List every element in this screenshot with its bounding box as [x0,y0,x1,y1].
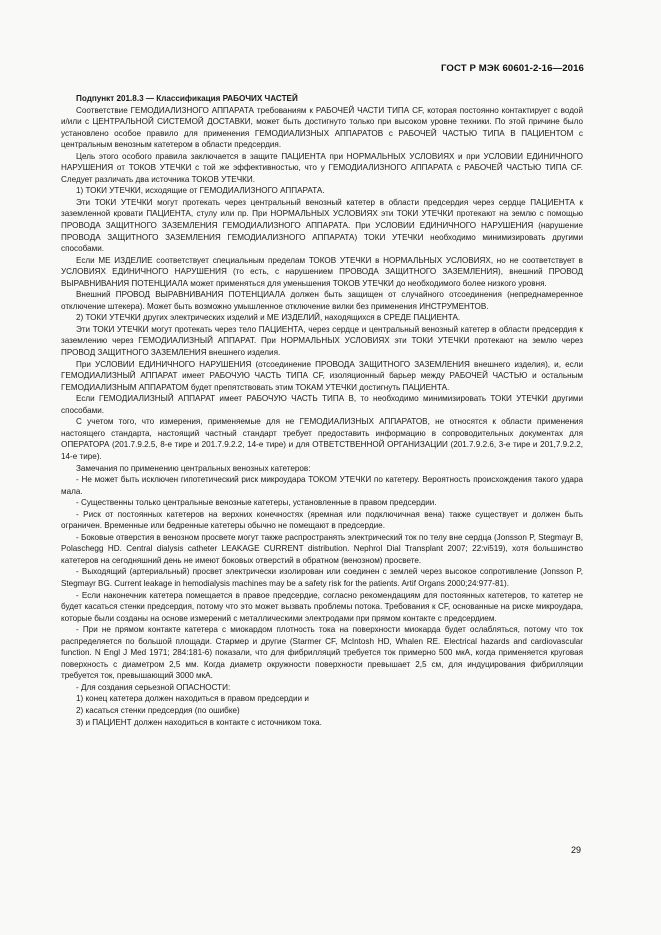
section-subheading: Подпункт 201.8.3 — Классификация РАБОЧИХ ЧАСТЕЙ [76,94,298,103]
list-item: - Если наконечник катетера помещается в правое предсердие, согласно рекомендациям для постоянных катетеров, то катетер не будет касаться стенки предсердия, потому что это может вызвать проблемы потока. Требования к CF, основанные на риске микроудара, которые были созданы на основе измерений с металлическими электродами при прямом контакте с предсердием. [61,590,583,623]
list-item: 1) конец катетера должен находиться в правом предсердии и [76,694,309,704]
paragraph: 2) ТОКИ УТЕЧКИ других электрических изделий и МЕ ИЗДЕЛИЙ, находящихся в СРЕДЕ ПАЦИЕНТА. [76,313,461,323]
list-item: - Не может быть исключен гипотетический риск микроудара ТОКОМ УТЕЧКИ по катетеру. Вероятность происхождения такого удара мала. [61,475,583,496]
page-number: 29 [571,845,582,855]
list-item: - Боковые отверстия в венозном просвете могут также распространять электрический ток по телу вне сердца (Jonsson P, Stegmayr B, Polaschegg HD. Central dialysis catheter LEAKAGE CURRENT distribution. Nephrol Dial Transplant 2007; 22:vi519), хотя большинство катетеров на сегодняшний день не имеют боковых отверстий в обратном (венозном) просвете. [61,532,583,565]
paragraph: Замечания по применению центральных венозных катетеров: [76,463,311,473]
paragraph: Если МЕ ИЗДЕЛИЕ соответствует специальным пределам ТОКОВ УТЕЧКИ в НОРМАЛЬНЫХ УСЛОВИЯХ, но не соответствует в УСЛОВИЯХ ЕДИНИЧНОГО НАРУШЕНИЯ (то есть, с нарушением ПРОВОДА ЗАЩИТНОГО ЗАЗЕМЛЕНИЯ), внешний ПРОВОД ВЫРАВНИВАНИЯ ПОТЕНЦИАЛА может применяться для уменьшения ТОКОВ УТЕЧКИ до необходимого более низкого уровня. [61,255,583,288]
paragraph: Внешний ПРОВОД ВЫРАВНИВАНИЯ ПОТЕНЦИАЛА должен быть защищен от случайного отсоединения (непреднамеренное отключение штекера). Может быть возможно умышленное отключение вилки без применения ИНСТРУМЕНТОВ. [61,290,583,311]
paragraph: 1) ТОКИ УТЕЧКИ, исходящие от ГЕМОДИАЛИЗНОГО АППАРАТА. [76,186,325,196]
list-item: - Риск от постоянных катетеров на верхних конечностях (яремная или подключичная вена) также существует и должен быть ограничен. Временные или бедренные катетеры обычно не помещают в предсердие. [61,509,583,531]
paragraph: Соответствие ГЕМОДИАЛИЗНОГО АППАРАТА требованиям к РАБОЧЕЙ ЧАСТИ ТИПА CF, которая постоянно контактирует с водой и/или с ЦЕНТРАЛЬНОЙ СИСТЕМОЙ ДОСТАВКИ, может быть достигнуто только при высоком уровне техники. По этой причине было установлено особое правило для применения ГЕМОДИАЛИЗНЫХ АППАРАТОВ с РАБОЧЕЙ ЧАСТЬЮ ТИПА В ПАЦИЕНТОМ с центральным венозным катетером в области предсердия. [61,105,583,150]
paragraph: Эти ТОКИ УТЕЧКИ могут протекать через центральный венозный катетер в области предсердия через сердце ПАЦИЕНТА к заземленной кровати ПАЦИЕНТА, стулу или пр. При НОРМАЛЬНЫХ УСЛОВИЯХ эти ТОКИ УТЕЧКИ протекают на землю с помощью ПРОВОДА ЗАЩИТНОГО ЗАЗЕМЛЕНИЯ ГЕМОДИАЛИЗНОГО АППАРАТА. При УСЛОВИИ ЕДИНИЧНОГО НАРУШЕНИЯ (нарушение ПРОВОДА ЗАЩИТНОГО ЗАЗЕМЛЕНИЯ ГЕМОДИАЛИЗНОГО АППАРАТА) ТОКИ УТЕЧКИ необходимо минимизировать другими способами. [61,197,583,254]
paragraph: С учетом того, что измерения, применяемые для не ГЕМОДИАЛИЗНЫХ АППАРАТОВ, не относятся к области применения настоящего стандарта, настоящий частный стандарт требует предоставить информацию в сопроводительных документах для ОПЕРАТОРА (201.7.9.2.5, 8-е тире и 201.7.9.2.2, 14-е тире) и для ОТВЕТСТВЕННОЙ ОРГАНИЗАЦИИ (201.7.9.2.6, 3-е тире и 201,7.9.2.2, 14-е тире). [61,417,583,461]
list-item: - Выходящий (артериальный) просвет электрически изолирован или соединен с землей через высокое сопротивление (Jonsson P, Stegmayr BG. Current leakage in hemodialysis machines may be a safety risk for the patients. Artif Organs 2000;24:977-81). [61,567,583,588]
standard-header: ГОСТ Р МЭК 60601-2-16—2016 [440,63,584,74]
paragraph: Цель этого особого правила заключается в защите ПАЦИЕНТА при НОРМАЛЬНЫХ УСЛОВИЯХ и при УСЛОВИИ ЕДИНИЧНОГО НАРУШЕНИЯ от ТОКОВ УТЕЧКИ с той же эффективностью, что у ГЕМОДИАЛИЗНОГО АППАРАТА с РАБОЧЕЙ ЧАСТЬЮ ТИПА CF. Следует различать два источника ТОКОВ УТЕЧКИ. [61,151,583,184]
document-body [61,93,583,728]
paragraph: Эти ТОКИ УТЕЧКИ могут протекать через тело ПАЦИЕНТА, через сердце и центральный венозный катетер в области предсердия к заземлению через ГЕМОДИАЛИЗНЫЙ АППАРАТ. При НОРМАЛЬНЫХ УСЛОВИЯХ эти ТОКИ УТЕЧКИ протекают на землю через ПРОВОД ЗАЩИТНОГО ЗАЗЕМЛЕНИЯ внешнего изделия. [61,324,583,358]
list-item: - Для создания серьезной ОПАСНОСТИ: [76,682,231,692]
list-item: 3) и ПАЦИЕНТ должен находиться в контакте с источником тока. [76,717,322,727]
list-item: 2) касаться стенки предсердия (по ошибке) [76,705,240,715]
paragraph: Если ГЕМОДИАЛИЗНЫЙ АППАРАТ имеет РАБОЧУЮ ЧАСТЬ ТИПА В, то необходимо минимизировать ТОКИ УТЕЧКИ другими способами. [61,394,583,415]
list-item: - Существенны только центральные венозные катетеры, установленные в правом предсердии. [76,498,437,508]
paragraph: При УСЛОВИИ ЕДИНИЧНОГО НАРУШЕНИЯ (отсоединение ПРОВОДА ЗАЩИТНОГО ЗАЗЕМЛЕНИЯ внешнего изделия), и, если ГЕМОДИАЛИЗНЫЙ АППАРАТ имеет РАБОЧУЮ ЧАСТЬ ТИПА CF, изоляционный барьер между РАБОЧЕЙ ЧАСТЬЮ и остальным ГЕМОДИАЛИЗНЫМ АППАРАТОМ будет препятствовать этим ТОКАМ УТЕЧКИ достигнуть ПАЦИЕНТА. [61,359,583,392]
list-item: - При не прямом контакте катетера с миокардом плотность тока на поверхности миокарда будет ослабляться, потому что ток распределяется по большой площади. Стармер и другие (Starmer CF, McIntosh HD, Whalen RE. Electrical hazards and cardiovascular function. N Engl J Med 1971; 284:181-6) показали, что для фибрилляций требуется ток примерно 500 мкА, когда применяется круговая поверхность с диаметром 2,5 мм. Когда диаметр окружности поверхности превышает 2,5 см, для индуцирования фибрилляции требуется ток, превышающий 3000 мкА. [61,625,583,681]
